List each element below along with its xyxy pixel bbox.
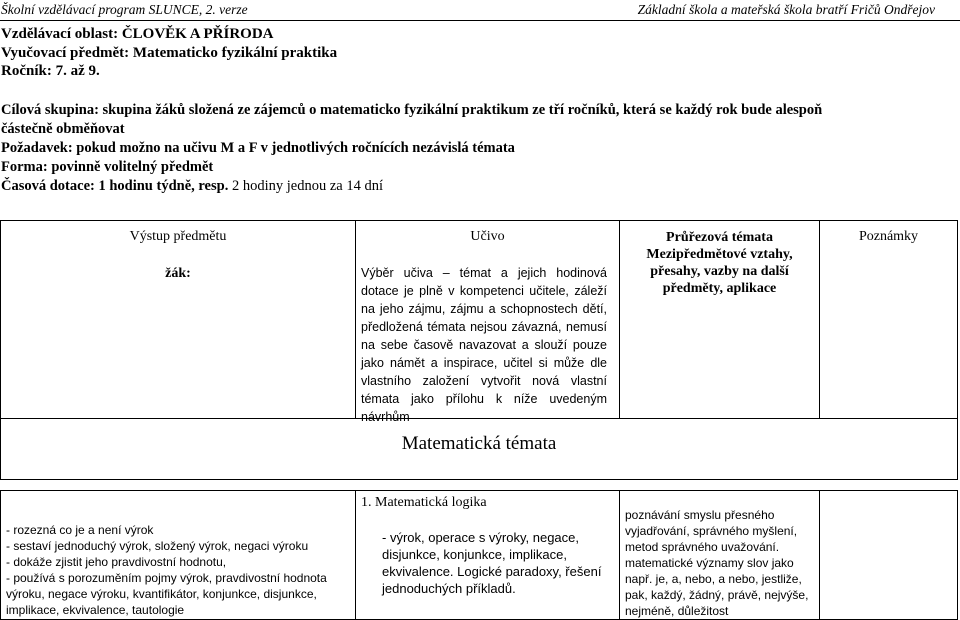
subject-meta [1, 25, 337, 81]
content-column-header: Učivo Výběr učiva – témat a jejich hodinová dotace je plně v kompetenci učitele, záleží na jeho zájmu, zájmu a schopnostech dětí, předložená témata nejsou závazná, nemusí na sebe časově navazovat a slouží pouze jako námět a inspirace, učitel si může dle vlastního založení vytvořit nová vlastní témata jako přílohu k níže uvedeným návrhům [356, 221, 620, 418]
subject-name: Vyučovací předmět: Matematicko fyzikální praktika [1, 44, 338, 61]
section-row [0, 418, 958, 480]
crosscut-cell: poznávání smyslu přesného vyjadřování, správného myšlení, metod správného uvažování. matematické významy slov jako např. je, a, nebo, a nebo, jestliže, pak, každý, žádný, právě, nejvýše, nejméně, důležitost [620, 491, 820, 619]
outputs-cell: - rozezná co je a není výrok - sestaví jednoduchý výrok, složený výrok, negaci výroku - dokáže zjistit jeho pravdivostní hodnotu, - používá s porozuměním pojmy výrok, pravdivostní hodnota výroku, negace výroku, kvantifikátor, konjunkce, disjunkce, implikace, ekvivalence, tautologie [1, 491, 356, 619]
time-allocation: Časová dotace: 1 hodinu týdně, resp. 2 hodiny jednou za 14 dní [1, 178, 383, 194]
form: Forma: povinně volitelný předmět [1, 159, 214, 175]
notes-column-header: Poznámky [858, 229, 919, 244]
school-name: Základní škola a mateřská škola bratří Fričů Ondřejov [637, 2, 935, 17]
topic-title: 1. Matematická logika [361, 495, 487, 510]
program-name: Školní vzdělávací program SLUNCE, 2. verze [1, 2, 248, 17]
page-header [0, 1, 960, 21]
target-group-cont: částečně obměňovat [1, 121, 125, 137]
outputs-column-header: Výstup předmětu žák: [1, 221, 356, 418]
requirements: Požadavek: pokud možno na učivu M a F v jednotlivých ročnících nezávislá témata [1, 140, 515, 156]
crosscut-column-header: Průřezová témata Mezipředmětové vztahy, přesahy, vazby na další předměty, aplikace [620, 221, 820, 418]
content-note: Výběr učiva – témat a jejich hodinová dotace je plně v kompetenci učitele, záleží na jeho zájmu, zájmu a schopnostech dětí, předložená témata nejsou závazná, nemusí na sebe časově navazovat a slouží pouze jako námět a inspirace, učitel si může dle vlastního založení vytvořit nová vlastní témata jako přílohu k níže uvedeným návrhům [361, 266, 607, 424]
grade: Ročník: 7. až 9. [1, 63, 100, 79]
table-row [0, 490, 958, 620]
subject-goals [1, 101, 931, 196]
notes-cell [820, 491, 957, 619]
content-cell [356, 491, 620, 619]
curriculum-table-header [0, 220, 958, 424]
pupil-label: žák: [165, 266, 191, 281]
target-group: Cílová skupina: skupina žáků složená ze zájemců o matematicko fyzikální praktikum ze tří ročníků, která se každý rok bude alespoň [1, 102, 823, 118]
topic-text: - výrok, operace s výroky, negace, disjunkce, konjunkce, implikace, ekvivalence. Logické paradoxy, řešení jednoduchých příkladů. [382, 530, 602, 596]
section-title: Matematická témata [401, 433, 557, 454]
educational-area: Vzdělávací oblast: ČLOVĚK A PŘÍRODA [1, 26, 274, 42]
